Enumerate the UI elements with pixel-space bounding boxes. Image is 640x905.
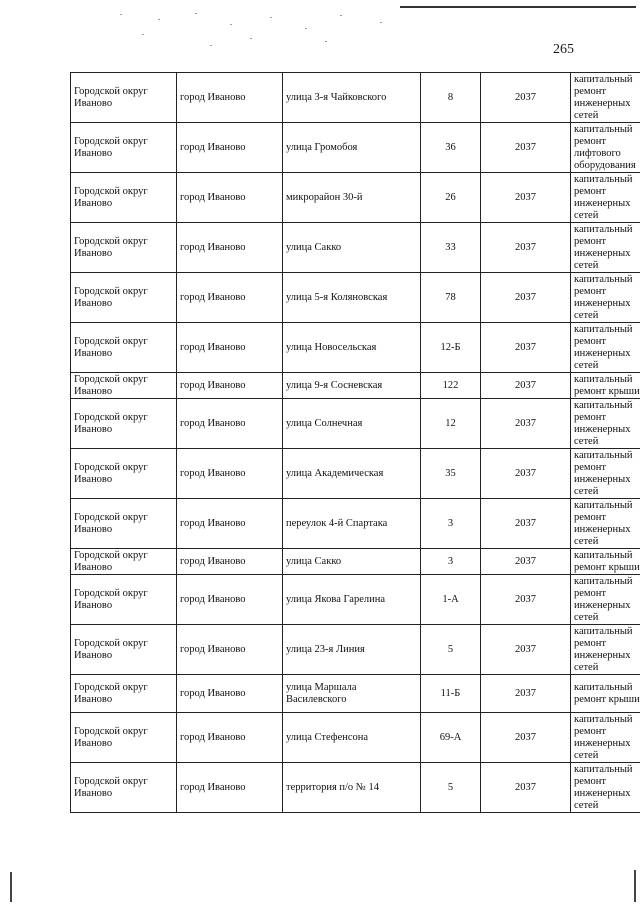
- table-row: [71, 575, 640, 625]
- district-cell: Городской округ Иваново: [71, 499, 177, 549]
- district-cell: Городской округ Иваново: [71, 399, 177, 449]
- house-cell: 26: [421, 173, 481, 223]
- city-cell: город Иваново: [177, 173, 283, 223]
- street-cell: улица 5-я Коляновская: [283, 273, 421, 323]
- house-cell: 122: [421, 373, 481, 399]
- street-cell: улица 3-я Чайковского: [283, 73, 421, 123]
- year-cell: 2037: [481, 173, 571, 223]
- street-cell: улица Сакко: [283, 223, 421, 273]
- city-cell: город Иваново: [177, 625, 283, 675]
- year-cell: 2037: [481, 625, 571, 675]
- house-cell: 1-А: [421, 575, 481, 625]
- house-cell: 69-А: [421, 713, 481, 763]
- house-cell: 5: [421, 763, 481, 813]
- house-cell: 12-Б: [421, 323, 481, 373]
- city-cell: город Иваново: [177, 273, 283, 323]
- top-rule: [400, 6, 636, 8]
- work-type-cell: капитальный ремонт крыши: [571, 675, 640, 713]
- district-cell: Городской округ Иваново: [71, 323, 177, 373]
- table-row: [71, 123, 640, 173]
- district-cell: Городской округ Иваново: [71, 449, 177, 499]
- city-cell: город Иваново: [177, 123, 283, 173]
- table-row: [71, 223, 640, 273]
- work-type-cell: капитальный ремонт инженерных сетей: [571, 323, 640, 373]
- work-type-cell: капитальный ремонт лифтового оборудования: [571, 123, 640, 173]
- street-cell: микрорайон 30-й: [283, 173, 421, 223]
- city-cell: город Иваново: [177, 399, 283, 449]
- work-type-cell: капитальный ремонт инженерных сетей: [571, 223, 640, 273]
- district-cell: Городской округ Иваново: [71, 123, 177, 173]
- street-cell: переулок 4-й Спартака: [283, 499, 421, 549]
- city-cell: город Иваново: [177, 449, 283, 499]
- table-row: [71, 549, 640, 575]
- table-row: [71, 323, 640, 373]
- district-cell: Городской округ Иваново: [71, 373, 177, 399]
- city-cell: город Иваново: [177, 323, 283, 373]
- house-cell: 12: [421, 399, 481, 449]
- street-cell: улица 23-я Линия: [283, 625, 421, 675]
- house-cell: 3: [421, 499, 481, 549]
- street-cell: улица Громобоя: [283, 123, 421, 173]
- page-number: 265: [553, 42, 574, 57]
- city-cell: город Иваново: [177, 223, 283, 273]
- year-cell: 2037: [481, 223, 571, 273]
- district-cell: Городской округ Иваново: [71, 625, 177, 675]
- street-cell: территория п/о № 14: [283, 763, 421, 813]
- work-type-cell: капитальный ремонт инженерных сетей: [571, 73, 640, 123]
- district-cell: Городской округ Иваново: [71, 575, 177, 625]
- year-cell: 2037: [481, 373, 571, 399]
- table-row: [71, 273, 640, 323]
- year-cell: 2037: [481, 399, 571, 449]
- city-cell: город Иваново: [177, 499, 283, 549]
- work-type-cell: капитальный ремонт инженерных сетей: [571, 499, 640, 549]
- year-cell: 2037: [481, 323, 571, 373]
- house-cell: 3: [421, 549, 481, 575]
- city-cell: город Иваново: [177, 675, 283, 713]
- street-cell: улица Маршала Василевского: [283, 675, 421, 713]
- scan-edge-mark: [10, 872, 12, 902]
- street-cell: улица Сакко: [283, 549, 421, 575]
- repair-schedule-table: [70, 72, 640, 813]
- city-cell: город Иваново: [177, 373, 283, 399]
- table-row: [71, 399, 640, 449]
- work-type-cell: капитальный ремонт инженерных сетей: [571, 173, 640, 223]
- house-cell: 11-Б: [421, 675, 481, 713]
- district-cell: Городской округ Иваново: [71, 763, 177, 813]
- table-row: [71, 499, 640, 549]
- year-cell: 2037: [481, 575, 571, 625]
- year-cell: 2037: [481, 549, 571, 575]
- street-cell: улица Солнечная: [283, 399, 421, 449]
- work-type-cell: капитальный ремонт крыши: [571, 373, 640, 399]
- street-cell: улица Якова Гарелина: [283, 575, 421, 625]
- house-cell: 8: [421, 73, 481, 123]
- year-cell: 2037: [481, 449, 571, 499]
- district-cell: Городской округ Иваново: [71, 173, 177, 223]
- work-type-cell: капитальный ремонт крыши: [571, 549, 640, 575]
- street-cell: улица Новосельская: [283, 323, 421, 373]
- city-cell: город Иваново: [177, 763, 283, 813]
- table-row: [71, 625, 640, 675]
- year-cell: 2037: [481, 499, 571, 549]
- city-cell: город Иваново: [177, 713, 283, 763]
- district-cell: Городской округ Иваново: [71, 675, 177, 713]
- scan-noise: [100, 10, 400, 50]
- year-cell: 2037: [481, 73, 571, 123]
- work-type-cell: капитальный ремонт инженерных сетей: [571, 449, 640, 499]
- house-cell: 33: [421, 223, 481, 273]
- table-row: [71, 73, 640, 123]
- work-type-cell: капитальный ремонт инженерных сетей: [571, 273, 640, 323]
- table-row: [71, 373, 640, 399]
- city-cell: город Иваново: [177, 575, 283, 625]
- house-cell: 78: [421, 273, 481, 323]
- district-cell: Городской округ Иваново: [71, 273, 177, 323]
- table-row: [71, 449, 640, 499]
- scan-edge-mark: [634, 870, 636, 902]
- table-row: [71, 763, 640, 813]
- year-cell: 2037: [481, 763, 571, 813]
- district-cell: Городской округ Иваново: [71, 223, 177, 273]
- district-cell: Городской округ Иваново: [71, 73, 177, 123]
- house-cell: 35: [421, 449, 481, 499]
- street-cell: улица Академическая: [283, 449, 421, 499]
- year-cell: 2037: [481, 273, 571, 323]
- street-cell: улица Стефенсона: [283, 713, 421, 763]
- city-cell: город Иваново: [177, 549, 283, 575]
- work-type-cell: капитальный ремонт инженерных сетей: [571, 713, 640, 763]
- work-type-cell: капитальный ремонт инженерных сетей: [571, 763, 640, 813]
- table-row: [71, 173, 640, 223]
- table-row: [71, 713, 640, 763]
- district-cell: Городской округ Иваново: [71, 713, 177, 763]
- table-row: [71, 675, 640, 713]
- house-cell: 36: [421, 123, 481, 173]
- work-type-cell: капитальный ремонт инженерных сетей: [571, 575, 640, 625]
- house-cell: 5: [421, 625, 481, 675]
- district-cell: Городской округ Иваново: [71, 549, 177, 575]
- work-type-cell: капитальный ремонт инженерных сетей: [571, 399, 640, 449]
- year-cell: 2037: [481, 713, 571, 763]
- work-type-cell: капитальный ремонт инженерных сетей: [571, 625, 640, 675]
- year-cell: 2037: [481, 123, 571, 173]
- year-cell: 2037: [481, 675, 571, 713]
- city-cell: город Иваново: [177, 73, 283, 123]
- street-cell: улица 9-я Сосневская: [283, 373, 421, 399]
